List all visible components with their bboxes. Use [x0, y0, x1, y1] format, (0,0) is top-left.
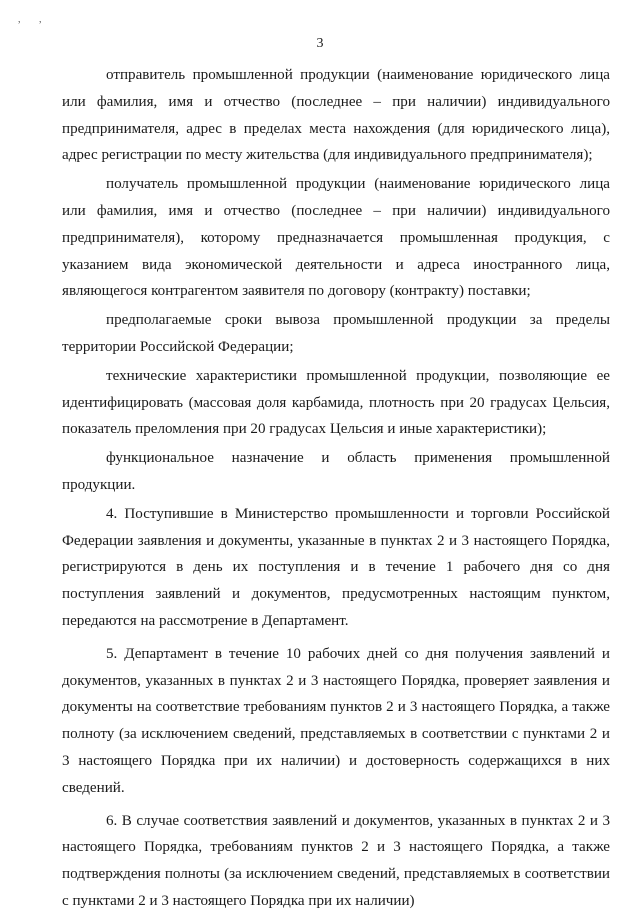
paragraph-item-5: 5. Департамент в течение 10 рабочих дней со дня получения заявлений и документов, указанных в пунктах 2 и 3 настоящего Порядка, проверяет заявления и документы на соответствие требованиям пунктов 2 и 3 настоящего Порядка, а также полноту (за исключением сведений, представляемых в соответствии с пунктами 2 и 3 настоящего Порядка при их наличии) и достоверность содержащихся в них сведений.	[62, 645, 610, 796]
scan-artifact-marks: , ,	[18, 14, 50, 25]
paragraph-item-4: 4. Поступившие в Министерство промышленности и торговли Российской Федерации заявления и документы, указанные в пунктах 2 и 3 настоящего Порядка, регистрируются в день их поступления и в течение 1 рабочего дня со дня поступления заявлений и документов, предусмотренных настоящим пунктом, передаются на рассмотрение в Департамент.	[62, 505, 610, 629]
paragraph-recipient: получатель промышленной продукции (наименование юридического лица или фамилия, имя и отчество (последнее – при наличии) индивидуального предпринимателя), которому предназначается промышленная продукция, с указанием вида экономической деятельности и адреса иностранного лица, являющегося контрагентом заявителя по договору (контракту) поставки;	[62, 176, 610, 300]
paragraph-sender: отправитель промышленной продукции (наименование юридического лица или фамилия, имя и отчество (последнее – при наличии) индивидуального предпринимателя, адрес в пределах места нахождения (для юридического лица), адрес регистрации по месту жительства (для индивидуального предпринимателя);	[62, 67, 610, 164]
document-body	[62, 62, 610, 915]
paragraph-technical-characteristics: технические характеристики промышленной продукции, позволяющие ее идентифицировать (массовая доля карбамида, плотность при 20 градусах Цельсия, показатель преломления при 20 градусах Цельсия и иные характеристики);	[62, 367, 610, 438]
page-number: 3	[316, 36, 324, 51]
paragraph-export-terms: предполагаемые сроки вывоза промышленной продукции за пределы территории Российской Федерации;	[62, 312, 610, 355]
paragraph-item-6: 6. В случае соответствия заявлений и документов, указанных в пунктах 2 и 3 настоящего Порядка, требованиям пунктов 2 и 3 настоящего Порядка, а также подтверждения полноты (за исключением сведений, представляемых в соответствии с пунктами 2 и 3 настоящего Порядка при их наличии)	[62, 812, 610, 909]
paragraph-functional-purpose: функциональное назначение и область применения промышленной продукции.	[62, 450, 610, 493]
